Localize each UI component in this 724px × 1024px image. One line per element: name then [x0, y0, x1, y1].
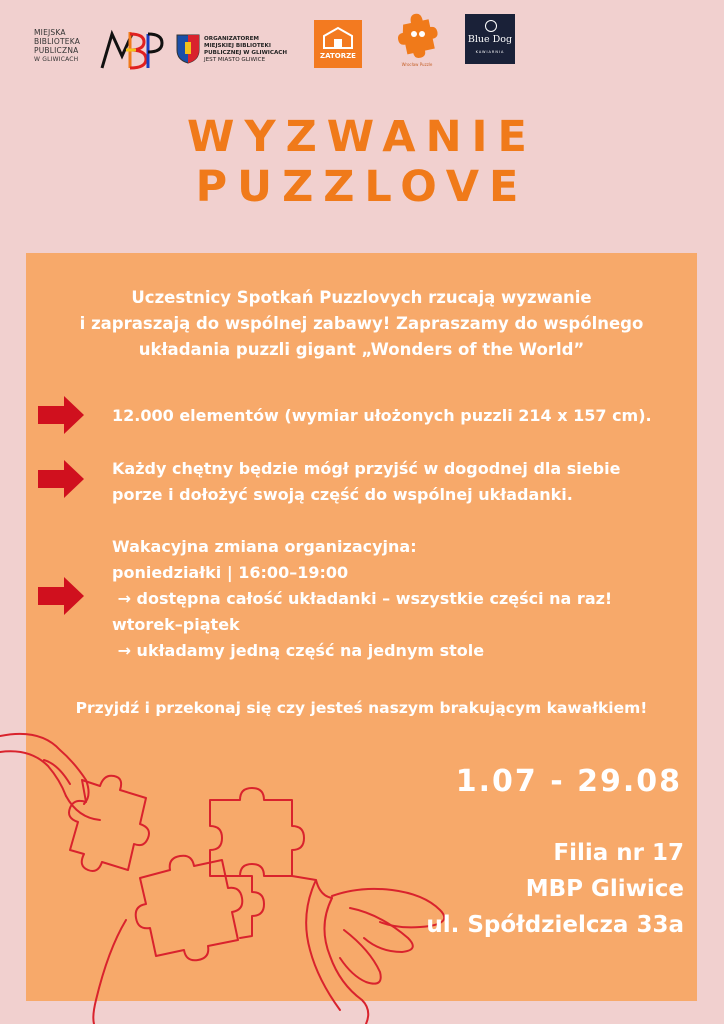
address-line: ul. Spółdzielcza 33a: [426, 912, 684, 938]
mbp-mark-icon: [100, 28, 164, 72]
bluedog-logo: [465, 14, 515, 64]
bullet-line: poniedziałki | 16:00–19:00: [112, 563, 349, 582]
bullet-line: porze i dołożyć swoją część do wspólnej układanki.: [112, 485, 573, 504]
bullet-line: wtorek–piątek: [112, 615, 240, 634]
logo-bar: [0, 0, 724, 90]
bullet-pieces: [112, 403, 652, 429]
intro-line: i zapraszają do wspólnej zabawy! Zapraszamy do wspólnego: [79, 314, 644, 333]
puzzle-logo: [392, 12, 442, 70]
puzzle-logo-label: Wrocław Puzzle: [401, 62, 433, 67]
house-icon: [314, 20, 362, 52]
gliwice-crest-icon: [176, 34, 200, 64]
organizer-logo: [176, 34, 296, 68]
closing-text: Przyjdź i przekonaj się czy jesteś naszym brakującym kawałkiem!: [75, 699, 648, 717]
organizer-line: JEST MIASTO GLIWICE: [204, 57, 266, 63]
mbp-logo-line: PUBLICZNA: [34, 46, 79, 55]
mbp-logo-text: [34, 28, 80, 64]
event-dates: 1.07 - 29.08: [455, 764, 682, 799]
mbp-logo-line: W GLIWICACH: [34, 56, 79, 63]
organizer-line: PUBLICZNEJ W GLIWICACH: [204, 50, 288, 56]
intro-line: Uczestnicy Spotkań Puzzlovych rzucają wyzwanie: [131, 288, 592, 307]
puzzle-piece-icon: [392, 12, 442, 62]
arrow-right-icon: [36, 576, 86, 616]
zatorze-label: ZATORZE: [320, 52, 356, 60]
organizer-line: ORGANIZATOREM: [204, 36, 259, 42]
arrow-right-icon: [36, 395, 86, 435]
mbp-logo-line: BIBLIOTEKA: [34, 37, 81, 46]
bullet-schedule: [112, 534, 612, 664]
bluedog-label: Blue Dog: [467, 34, 513, 45]
page-title-line1: WYZWANIE: [187, 112, 537, 162]
zatorze-logo: [314, 20, 362, 68]
address-line: MBP Gliwice: [525, 876, 684, 902]
puzzle-hands-illustration: [0, 700, 470, 1024]
bullet-line: → dostępna całość układanki – wszystkie części na raz!: [112, 589, 613, 608]
mbp-logo-line: MIEJSKA: [34, 28, 66, 37]
bullet-line: Wakacyjna zmiana organizacyjna:: [112, 537, 417, 556]
organizer-line: MIEJSKIEJ BIBLIOTEKI: [204, 43, 271, 49]
intro-line: układania puzzli gigant „Wonders of the World”: [138, 340, 585, 359]
intro-text: [26, 285, 697, 363]
mbp-logo: [34, 28, 164, 78]
bullet-line: 12.000 elementów (wymiar ułożonych puzzli 214 x 157 cm).: [112, 406, 652, 425]
organizer-text: [204, 36, 287, 64]
dog-badge-icon: [485, 20, 497, 32]
bullet-line: → układamy jedną część na jednym stole: [112, 641, 485, 660]
bluedog-sub: KAWIARNIA: [475, 50, 505, 54]
bullet-anytime: [112, 456, 620, 508]
address-line: Filia nr 17: [553, 840, 684, 866]
arrow-right-icon: [36, 459, 86, 499]
bullet-line: Każdy chętny będzie mógł przyjść w dogodnej dla siebie: [112, 459, 621, 478]
page-title-line2: PUZZLOVE: [195, 162, 529, 212]
